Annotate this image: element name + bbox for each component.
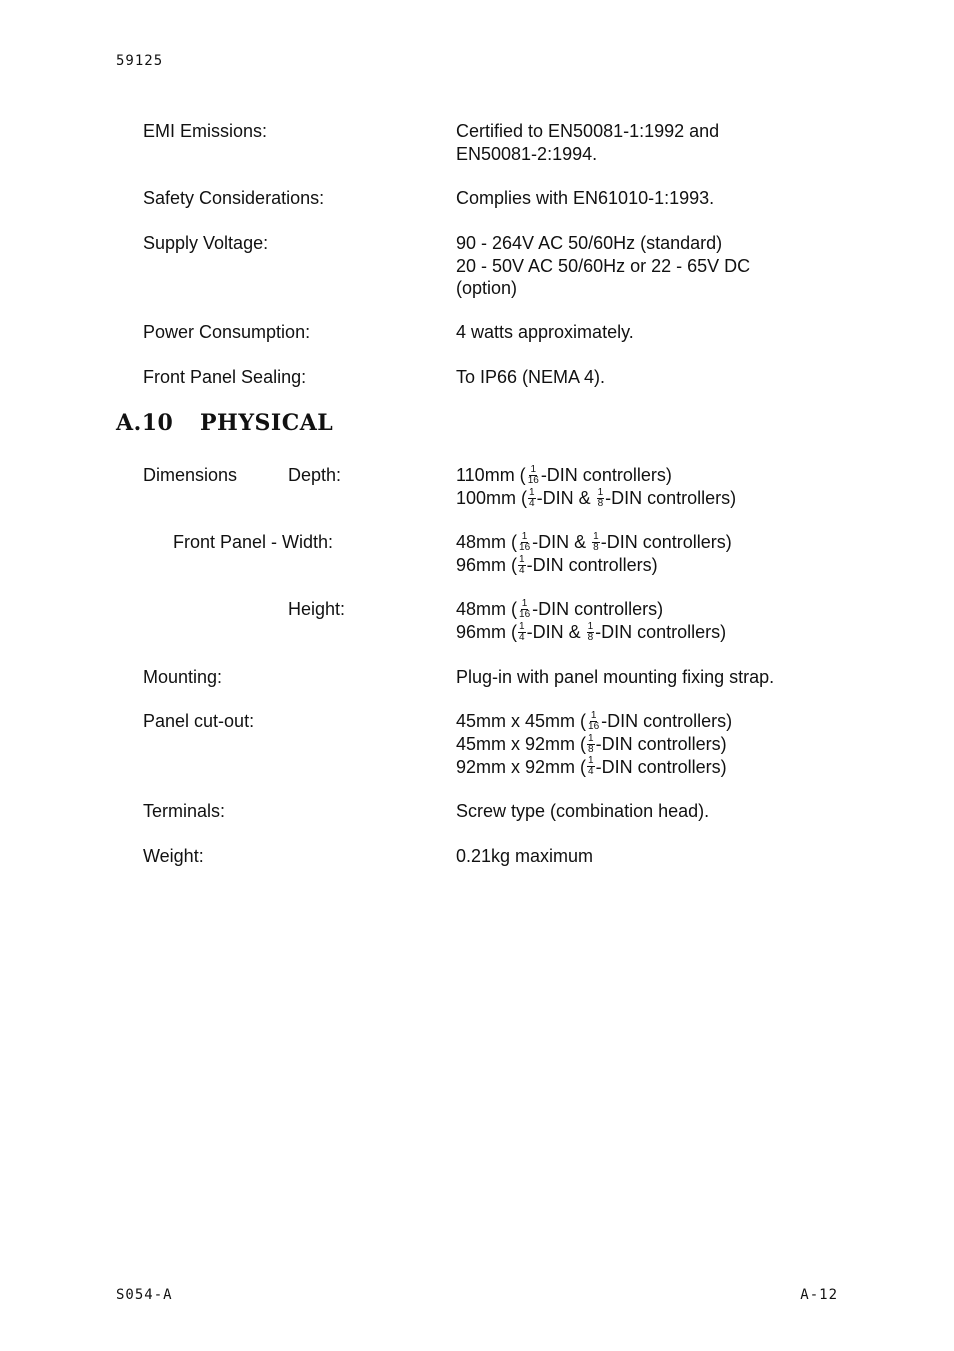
fraction [587, 622, 595, 643]
numerator: 1 [587, 620, 594, 632]
weight-value: 0.21kg maximum [456, 846, 594, 866]
page-header-doc-number: 59125 [116, 53, 164, 69]
spec-safety-value: Complies with EN61010-1:1993. [456, 188, 715, 208]
denominator: 16 [588, 720, 600, 732]
numerator: 1 [590, 709, 597, 721]
numerator: 1 [530, 463, 537, 475]
denominator: 4 [529, 497, 535, 509]
page-footer-doc-code: S054-A [116, 1287, 173, 1303]
fraction [528, 488, 536, 509]
cutout-line [456, 710, 732, 733]
width-label: Front Panel - Width: [173, 532, 334, 552]
denominator: 4 [588, 766, 594, 778]
text: 48mm ( [456, 532, 518, 552]
fraction [587, 756, 595, 777]
text: -DIN & [536, 487, 596, 508]
numerator: 1 [588, 755, 594, 767]
text: 96mm ( [456, 554, 518, 575]
text: -DIN controllers) [532, 599, 664, 619]
spec-supply-line: 90 - 264V AC 50/60Hz (standard) [456, 233, 723, 253]
text: 45mm x 92mm ( [456, 733, 587, 754]
spec-emi-value [456, 120, 719, 165]
spec-supply-value [456, 232, 750, 300]
height-value [456, 598, 726, 644]
mounting-value: Plug-in with panel mounting fixing strap. [456, 667, 775, 687]
height-label: Height: [288, 599, 346, 619]
denominator: 8 [593, 541, 599, 553]
denominator: 4 [519, 631, 525, 643]
spec-sealing-label: Front Panel Sealing: [143, 367, 307, 387]
section-heading [116, 410, 333, 436]
spec-power-label: Power Consumption: [143, 322, 311, 342]
denominator: 8 [587, 631, 594, 643]
denominator: 16 [519, 541, 531, 553]
cutout-value [456, 710, 732, 778]
terminals-value: Screw type (combination head). [456, 801, 710, 821]
spec-power-value: 4 watts approximately. [456, 322, 634, 342]
fraction [587, 734, 595, 755]
numerator: 1 [588, 732, 594, 744]
page-footer-page-number: A-12 [800, 1287, 838, 1303]
depth-line [456, 464, 736, 487]
fraction [527, 465, 540, 486]
denominator: 8 [597, 497, 604, 509]
spec-emi-line: EN50081-2:1994. [456, 143, 598, 164]
mounting-label: Mounting: [143, 667, 223, 687]
depth-line [456, 487, 736, 510]
text: -DIN controllers) [605, 487, 737, 508]
width-line [456, 554, 732, 577]
spec-safety-label: Safety Considerations: [143, 188, 325, 208]
width-line [456, 531, 732, 554]
text: -DIN controllers) [601, 711, 733, 731]
text: 48mm ( [456, 599, 518, 619]
section-title: PHYSICAL [200, 410, 334, 436]
fraction [592, 532, 600, 553]
numerator: 1 [519, 553, 525, 565]
weight-label: Weight: [143, 846, 204, 866]
fraction [518, 532, 531, 553]
spec-supply-label: Supply Voltage: [143, 233, 269, 253]
text: -DIN & [532, 532, 592, 552]
text: 100mm ( [456, 487, 528, 508]
depth-label: Depth: [288, 465, 342, 485]
text: 45mm x 45mm ( [456, 711, 587, 731]
denominator: 16 [519, 608, 531, 620]
spec-supply-line: (option) [456, 278, 518, 298]
cutout-line [456, 733, 732, 756]
height-line [456, 621, 726, 644]
text: -DIN controllers) [600, 532, 732, 552]
fraction [518, 599, 531, 620]
text: -DIN controllers) [595, 756, 727, 777]
numerator: 1 [521, 597, 528, 609]
text: -DIN controllers) [526, 554, 658, 575]
fraction [587, 711, 600, 732]
numerator: 1 [521, 530, 528, 542]
denominator: 4 [519, 564, 525, 576]
fraction [518, 555, 526, 576]
fraction [597, 488, 605, 509]
fraction [518, 622, 526, 643]
numerator: 1 [519, 620, 525, 632]
text: 92mm x 92mm ( [456, 756, 587, 777]
section-number: A.10 [116, 410, 174, 436]
cutout-line [456, 756, 732, 779]
text: -DIN controllers) [595, 733, 727, 754]
width-value [456, 531, 732, 577]
spec-supply-line: 20 - 50V AC 50/60Hz or 22 - 65V DC [456, 255, 751, 276]
depth-value [456, 464, 736, 510]
terminals-label: Terminals: [143, 801, 226, 821]
numerator: 1 [593, 530, 599, 542]
text: 96mm ( [456, 621, 518, 642]
spec-emi-label: EMI Emissions: [143, 121, 268, 141]
cutout-label: Panel cut-out: [143, 711, 255, 731]
height-line [456, 598, 726, 621]
text: -DIN controllers) [595, 621, 727, 642]
text: 110mm ( [456, 465, 526, 485]
numerator: 1 [597, 486, 604, 498]
spec-emi-line: Certified to EN50081-1:1992 and [456, 121, 720, 141]
text: -DIN & [526, 621, 586, 642]
denominator: 16 [527, 474, 539, 486]
dimensions-label: Dimensions [143, 465, 238, 485]
denominator: 8 [588, 743, 594, 755]
numerator: 1 [529, 486, 535, 498]
spec-sealing-value: To IP66 (NEMA 4). [456, 367, 606, 387]
text: -DIN controllers) [540, 465, 672, 485]
